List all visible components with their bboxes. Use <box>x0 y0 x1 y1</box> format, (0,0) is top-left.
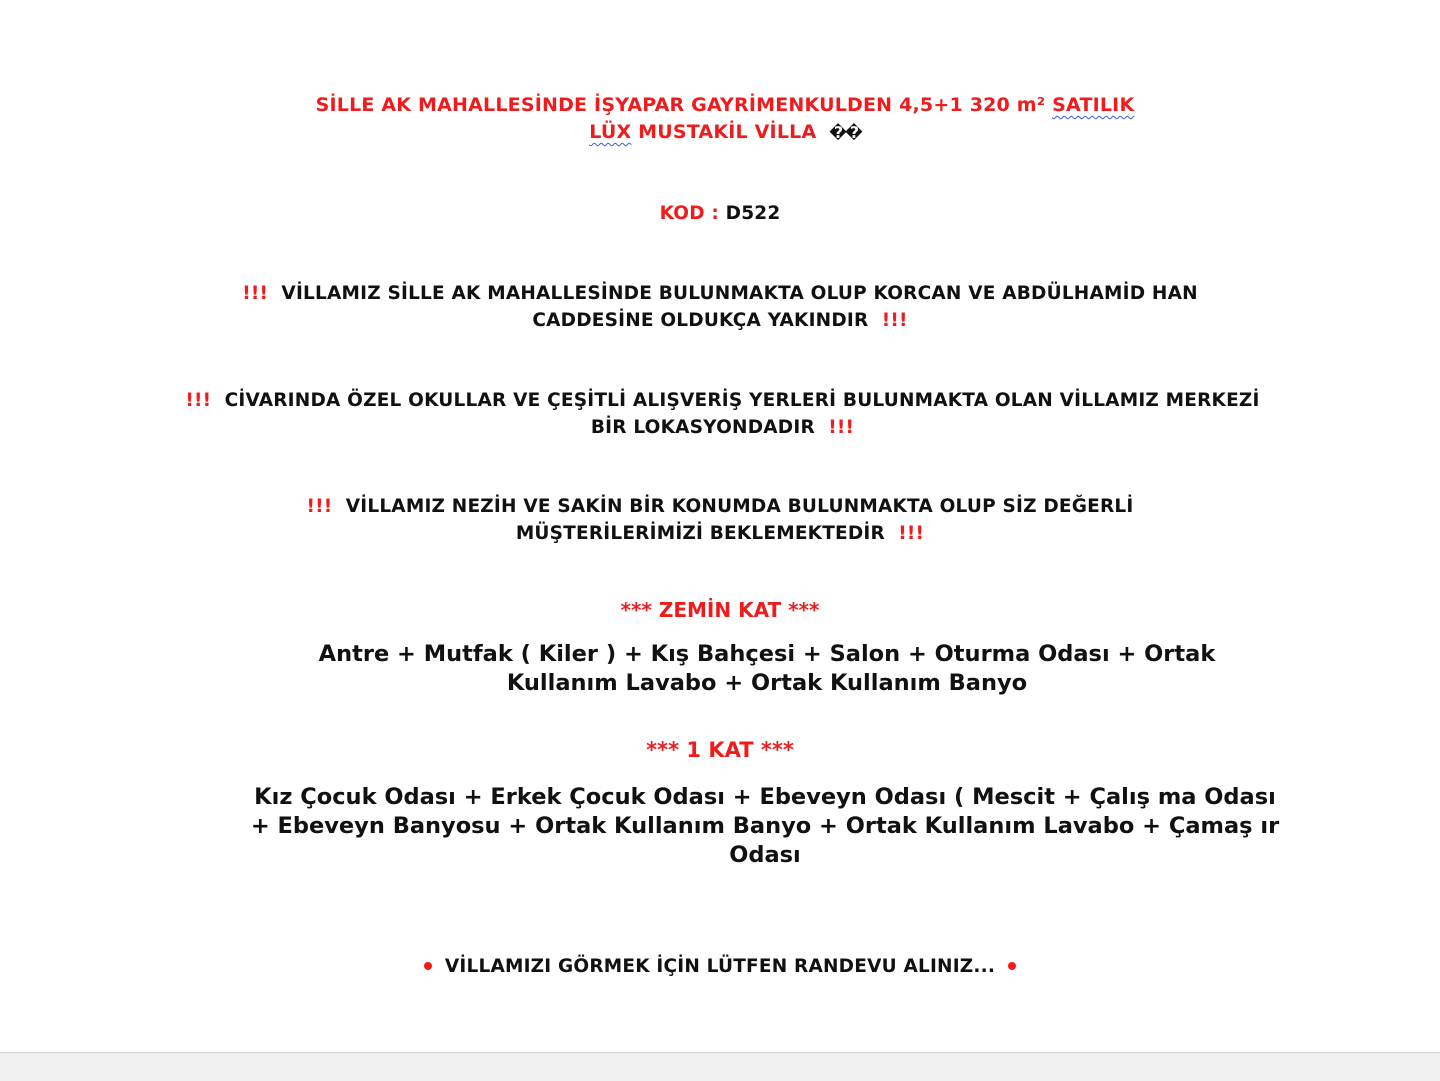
listing-title <box>170 92 1280 146</box>
heading-first-floor: *** 1 KAT *** <box>646 738 794 762</box>
exclaim-open: !!! <box>242 283 269 304</box>
title-word-luks: LÜX <box>589 121 632 143</box>
appointment-note <box>0 953 1440 980</box>
paragraph-location <box>200 280 1240 334</box>
title-text-part2: MUSTAKİL VİLLA <box>631 121 824 143</box>
paragraph-text: VİLLAMIZ SİLLE AK MAHALLESİNDE BULUNMAKTA OLUP KORCAN VE ABDÜLHAMİD HAN CADDESİNE OLDUKÇA YAKINDIR <box>281 283 1198 331</box>
exclaim-close: !!! <box>828 417 855 438</box>
red-dot-bullet-icon <box>424 962 432 970</box>
paragraph-text: CİVARINDA ÖZEL OKULLAR VE ÇEŞİTLİ ALIŞVERİŞ YERLERİ BULUNMAKTA OLAN VİLLAMIZ MERKEZİ BİR LOKASYONDADIR <box>224 390 1260 438</box>
code-value: D522 <box>719 203 781 224</box>
paragraph-surroundings <box>185 387 1260 441</box>
appointment-text: VİLLAMIZI GÖRMEK İÇİN LÜTFEN RANDEVU ALINIZ... <box>444 956 996 977</box>
replacement-character-icon: �� <box>829 123 861 142</box>
paragraph-text: VİLLAMIZ NEZİH VE SAKİN BİR KONUMDA BULUNMAKTA OLUP SİZ DEĞERLİ MÜŞTERİLERİMİZİ BEKLEMEKTEDİR <box>345 496 1134 544</box>
paragraph-neighborhood <box>210 493 1230 547</box>
title-text-part1: SİLLE AK MAHALLESİNDE İŞYAPAR GAYRİMENKULDEN 4,5+1 320 m² <box>315 94 1053 116</box>
title-word-satilik: SATILIK <box>1052 94 1135 116</box>
listing-code <box>0 200 1440 227</box>
exclaim-open: !!! <box>185 390 212 411</box>
exclaim-close: !!! <box>898 523 925 544</box>
rooms-ground-floor: Antre + Mutfak ( Kiler ) + Kış Bahçesi + Salon + Oturma Odası + Ortak Kullanım Lavabo + Ortak Kullanım Banyo <box>318 641 1216 696</box>
bottom-scroll-bar[interactable] <box>0 1052 1440 1081</box>
exclaim-open: !!! <box>306 496 333 517</box>
exclaim-close: !!! <box>881 310 908 331</box>
red-dot-bullet-icon <box>1008 962 1016 970</box>
code-label: KOD : <box>659 203 719 224</box>
rooms-first-floor: Kız Çocuk Odası + Erkek Çocuk Odası + Ebeveyn Odası ( Mescit + Çalış ma Odası + Ebeveyn Banyosu + Ortak Kullanım Banyo + Ortak Kullanım Lavabo + Çamaş ır Odası <box>250 784 1280 868</box>
heading-ground-floor: *** ZEMİN KAT *** <box>620 598 820 622</box>
